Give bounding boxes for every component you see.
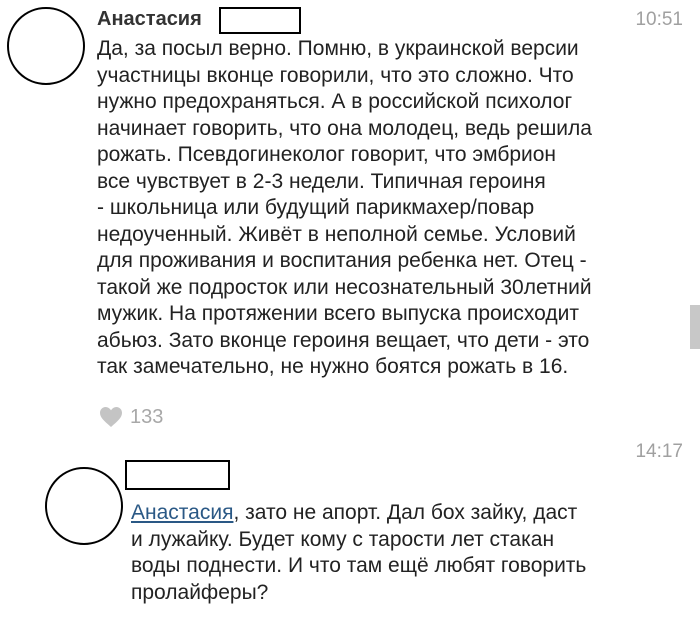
author-name[interactable]: Анастасия: [97, 8, 202, 30]
reply-text: [131, 500, 686, 606]
redaction-box: [219, 7, 301, 34]
redaction-box: [125, 460, 230, 490]
avatar[interactable]: [7, 7, 85, 85]
reply-body: , зато не апорт. Дал бох зайку, даст и лужайку. Будет кому с тарости лет стакан воды поднести. И что там ещё любят говорить пролайферы?: [131, 501, 587, 604]
timestamp: 14:17: [635, 441, 683, 462]
timestamp: 10:51: [635, 9, 683, 30]
reply-mention-link[interactable]: Анастасия: [131, 501, 234, 524]
avatar[interactable]: [45, 467, 123, 545]
heart-icon: [98, 405, 124, 429]
scrollbar[interactable]: [690, 305, 700, 349]
like-button[interactable]: [98, 405, 163, 429]
comment-text: Да, за посыл верно. Помню, в украинской версии участницы вконце говорили, что это сложно. Что нужно предохраняться. А в российской психолог начинает говорить, что она молодец, ведь решила рожать. Псевдогинеколог говорит, что эмбрион все чувствует в 2-3 недели. Типичная героиня - школьница или будущий парикмахер/повар недоученный. Живёт в неполной семье. Условий для проживания и воспитания ребенка нет. Отец - такой же подросток или несознательный 30летний мужик. На протяжении всего выпуска происходит абьюз. Зато вконце героиня вещает, что дети - это так замечательно, не нужно боятся рожать в 16.: [97, 37, 592, 378]
like-count: 133: [130, 405, 164, 428]
